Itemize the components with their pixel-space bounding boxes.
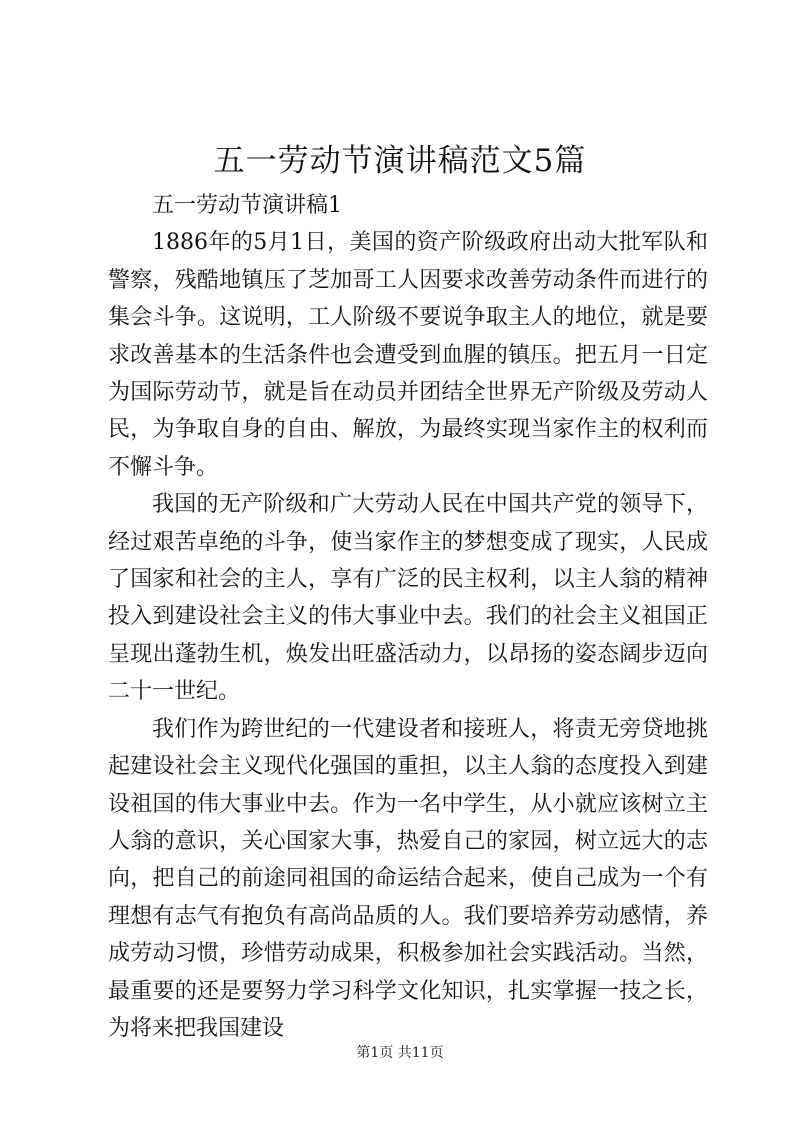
paragraph: 我们作为跨世纪的一代建设者和接班人，将责无旁贷地挑起建设社会主义现代化强国的重担，以主人翁的态度投入到建设祖国的伟大事业中去。作为一名中学生，从小就应该树立主人翁的意识，关心国家大事，热爱自己的家园，树立远大的志向，把自己的前途同祖国的命运结合起来，使自己成为一个有理想有志气有抱负有高尚品质的人。我们要培养劳动感情，养成劳动习惯，珍惜劳动成果，积极参加社会实践活动。当然，最重要的还是要努力学习科学文化知识，扎实掌握一技之长，为将来把我国建设: [108, 716, 708, 1041]
document-body: [108, 187, 708, 1047]
section-heading: 五一劳动节演讲稿1: [152, 193, 342, 218]
paragraph: 1886年的5月1日，美国的资产阶级政府出动大批军队和警察，残酷地镇压了芝加哥工人因要求改善劳动条件而进行的集会斗争。这说明，工人阶级不要说争取主人的地位，就是要求改善基本的生活条件也会遭受到血腥的镇压。把五月一日定为国际劳动节，就是旨在动员并团结全世界无产阶级及劳动人民，为争取自身的自由、解放，为最终实现当家作主的权利而不懈斗争。: [108, 230, 708, 480]
paragraph: 我国的无产阶级和广大劳动人民在中国共产党的领导下，经过艰苦卓绝的斗争，使当家作主的梦想变成了现实，人民成了国家和社会的主人，享有广泛的民主权利，以主人翁的精神投入到建设社会主义的伟大事业中去。我们的社会主义祖国正呈现出蓬勃生机，焕发出旺盛活动力，以昂扬的姿态阔步迈向二十一世纪。: [108, 492, 708, 705]
page-footer: 第1页 共11页: [356, 1045, 444, 1061]
document-title: 五一劳动节演讲稿范文5篇: [213, 143, 587, 179]
